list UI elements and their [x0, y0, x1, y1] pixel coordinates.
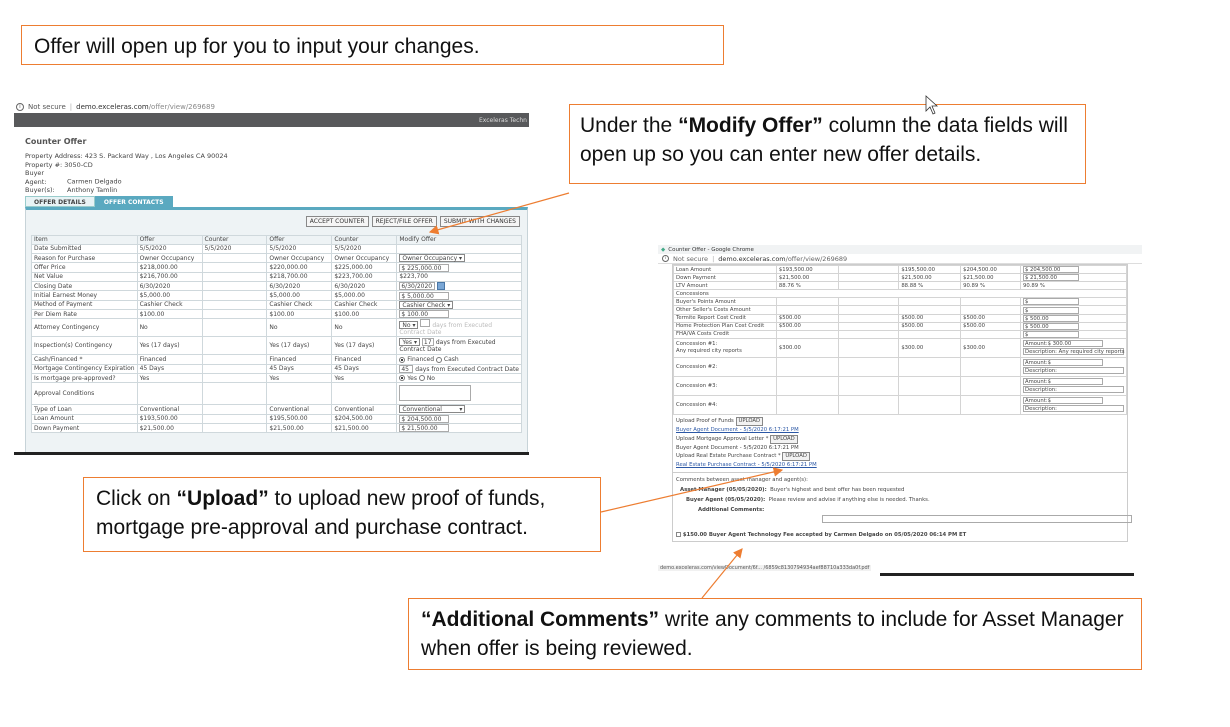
cell: Financed — [137, 355, 202, 364]
cell: Conventional — [332, 405, 397, 414]
cell: Loan Amount — [674, 266, 777, 274]
cell: 45 Days — [332, 364, 397, 373]
tab-offer-details[interactable]: OFFER DETAILS — [25, 196, 95, 207]
chevron-down-icon: ▾ — [447, 301, 451, 309]
cell: $21,500.00 — [961, 274, 1021, 282]
cell: $500.00 — [899, 314, 961, 322]
cash-label: Cash — [443, 356, 459, 364]
cell: Home Protection Plan Cost Credit — [674, 322, 777, 330]
col-item: Item — [32, 235, 138, 244]
callout-comments-bold: “Additional Comments” — [421, 608, 660, 631]
inspection-days-input[interactable]: 17 — [422, 338, 434, 346]
loan-amount-input[interactable]: $ 204,500.00 — [1023, 266, 1079, 273]
chevron-down-icon: ▾ — [412, 322, 416, 330]
url-host: demo.exceleras.com — [76, 102, 149, 111]
cell: 6/30/2020 — [332, 281, 397, 291]
loan-amount-input[interactable]: $ 204,500.00 — [399, 415, 449, 423]
home-protection-input[interactable]: $ 500.00 — [1023, 323, 1079, 330]
per-diem-input[interactable]: $ 100.00 — [399, 310, 449, 318]
cell: Per Diem Rate — [32, 310, 138, 319]
seller-costs-input[interactable]: $ — [1023, 307, 1079, 314]
fha-va-input[interactable]: $ — [1023, 331, 1079, 338]
url-path: /offer/view/269689 — [785, 254, 848, 263]
cell: Cashier Check — [137, 300, 202, 309]
attorney-select-value: No — [402, 322, 411, 330]
cell: Financed — [267, 355, 332, 364]
cell: 6/30/2020 — [137, 281, 202, 291]
cell: No — [137, 319, 202, 337]
cell: Net Value — [32, 272, 138, 281]
asset-manager-text: Buyer's highest and best offer has been requested — [770, 487, 905, 494]
status-bar-url: demo.exceleras.com/viewDocument/6f... /6859c8130794934aef88710a333da0f.pdf — [660, 565, 870, 571]
buyers-label: Buyer(s): — [25, 186, 55, 194]
header-brand: Exceleras Techn — [478, 116, 527, 124]
cell: Concessions — [674, 290, 1127, 298]
buyers-value: Anthony Tamlin — [67, 186, 118, 194]
concession-4-amount-input[interactable]: Amount:$ — [1023, 397, 1103, 404]
arrow-to-additional-comments — [702, 549, 742, 598]
col-counter: Counter — [202, 235, 267, 244]
callout-comments-post: write any comments to include for Asset Manager when offer is being reviewed. — [421, 608, 1124, 661]
mortgage-document-text: Buyer Agent Document - 5/5/2020 6:17:21 PM — [676, 444, 799, 451]
cell: Yes — [332, 373, 397, 382]
cell: $500.00 — [776, 314, 838, 322]
cell: $21,500.00 — [137, 423, 202, 432]
cell: $21,500.00 — [776, 274, 838, 282]
cell: 6/30/2020 — [267, 281, 332, 291]
cell: Offer Price — [32, 263, 138, 272]
cell: Method of Payment — [32, 300, 138, 309]
mortgage-hint: days from Executed Contract Date — [415, 365, 519, 373]
cell: 5/5/2020 — [137, 244, 202, 253]
upload-proof-label: Upload Proof of Funds — [676, 417, 734, 424]
cell: 5/5/2020 — [332, 244, 397, 253]
loan-type-value: Conventional — [402, 406, 442, 414]
cell: Yes — [137, 373, 202, 382]
concession-3-amount-input[interactable]: Amount:$ — [1023, 378, 1103, 385]
cell: $300.00 — [899, 338, 961, 357]
concession-2-label: Concession #2: — [674, 357, 777, 376]
no-label: No — [426, 374, 435, 382]
closing-date-input[interactable]: 6/30/2020 — [399, 282, 435, 290]
reason-select-value: Owner Occupancy — [402, 255, 458, 263]
down-payment-input[interactable]: $ 21,500.00 — [399, 424, 449, 432]
col-modify-offer: Modify Offer — [397, 235, 522, 244]
cell: No — [332, 319, 397, 337]
cell: $500.00 — [961, 322, 1021, 330]
cell: 45 Days — [137, 364, 202, 373]
cell: 45 Days — [267, 364, 332, 373]
concession-4-description-input[interactable]: Description: — [1023, 405, 1124, 412]
cell: $21,500.00 — [899, 274, 961, 282]
termite-credit-input[interactable]: $ 500.00 — [1023, 315, 1079, 322]
concession-1-sub: Any required city reports — [676, 347, 742, 354]
attorney-hint: days from Executed Contract Date — [399, 322, 493, 337]
cell: $220,000.00 — [267, 263, 332, 272]
arrow-to-modify-offer — [430, 193, 569, 232]
chrome-icon: ◆ — [661, 246, 666, 253]
col-counter-2: Counter — [332, 235, 397, 244]
url-host: demo.exceleras.com — [718, 254, 786, 263]
cell: $218,700.00 — [267, 272, 332, 281]
cell: Initial Earnest Money — [32, 291, 138, 300]
cell: $500.00 — [899, 322, 961, 330]
callout-modify-pre: Under the — [580, 114, 679, 137]
down-payment-input[interactable]: $ 21,500.00 — [1023, 274, 1079, 281]
chevron-down-icon: ▾ — [459, 255, 463, 263]
cell: $216,700.00 — [137, 272, 202, 281]
cell: $195,500.00 — [899, 266, 961, 274]
cell: $204,500.00 — [961, 266, 1021, 274]
inspection-select-value: Yes — [402, 339, 413, 347]
cell: $300.00 — [961, 338, 1021, 357]
cell: Termite Report Cost Credit — [674, 314, 777, 322]
cell: Cashier Check — [267, 300, 332, 309]
property-address: Property Address: 423 S. Packard Way , Los Angeles CA 90024 — [25, 152, 228, 160]
cell: Down Payment — [32, 423, 138, 432]
upload-proof-button[interactable]: UPLOAD — [736, 417, 764, 426]
cell: Date Submitted — [32, 244, 138, 253]
cell: $500.00 — [961, 314, 1021, 322]
callout-upload-bold: “Upload” — [176, 487, 269, 510]
callout-offer-opens-text: Offer will open up for you to input your changes. — [34, 35, 480, 58]
mouse-cursor-icon — [926, 96, 937, 114]
cell: $204,500.00 — [332, 414, 397, 423]
cell: Conventional — [267, 405, 332, 414]
cell: Approval Conditions — [32, 383, 138, 405]
cell: $100.00 — [332, 310, 397, 319]
technology-fee-text: $150.00 Buyer Agent Technology Fee accepted by Carmen Delgado on 05/05/2020 06:14 PM ET — [682, 531, 967, 538]
cell: $195,500.00 — [267, 414, 332, 423]
reject-file-offer-button[interactable]: REJECT/FILE OFFER — [372, 216, 437, 227]
cell: Reason for Purchase — [32, 254, 138, 263]
cell: $5,000.00 — [267, 291, 332, 300]
cell: Cashier Check — [332, 300, 397, 309]
chevron-down-icon: ▾ — [413, 339, 417, 347]
cell: $223,700.00 — [332, 272, 397, 281]
col-offer-2: Offer — [267, 235, 332, 244]
cell: LTV Amount — [674, 282, 777, 290]
net-value-cell: $223,700 — [397, 272, 522, 281]
upload-contract-button[interactable]: UPLOAD — [782, 452, 810, 461]
additional-comments-label: Additional Comments: — [698, 506, 765, 513]
url-path: /offer/view/269689 — [148, 102, 215, 111]
concession-2-amount-input[interactable]: Amount:$ — [1023, 359, 1103, 366]
comments-heading: Comments between asset manager and agent(s): — [676, 477, 808, 484]
cell: Owner Occupancy — [332, 254, 397, 263]
cell: 88.88 % — [899, 282, 961, 290]
col-offer: Offer — [137, 235, 202, 244]
callout-modify-bold: “Modify Offer” — [678, 114, 823, 137]
info-icon[interactable]: i — [662, 255, 669, 262]
cell: 5/5/2020 — [267, 244, 332, 253]
cell: $21,500.00 — [267, 423, 332, 432]
cell: $193,500.00 — [776, 266, 838, 274]
cell: Yes (17 days) — [137, 337, 202, 355]
cell: Mortgage Contingency Expiration — [32, 364, 138, 373]
callout-upload-pre: Click on — [96, 487, 177, 510]
cell: Buyer's Points Amount — [674, 298, 777, 306]
cell: Loan Amount — [32, 414, 138, 423]
cell: $193,500.00 — [137, 414, 202, 423]
cell: FHA/VA Costs Credit — [674, 330, 777, 338]
buyers-points-input[interactable]: $ — [1023, 298, 1079, 305]
cell: $5,000.00 — [332, 291, 397, 300]
cell: Financed — [332, 355, 397, 364]
cell: Owner Occupancy — [267, 254, 332, 263]
cell: 90.89 % — [1021, 282, 1127, 290]
cell: $500.00 — [776, 322, 838, 330]
not-secure-label: Not secure — [28, 102, 66, 111]
concession-3-description-input[interactable]: Description: — [1023, 386, 1124, 393]
financed-label: Financed — [407, 356, 435, 364]
cell: Type of Loan — [32, 405, 138, 414]
contract-document-link[interactable]: Real Estate Purchase Contract - 5/5/2020 6:17:21 PM — [676, 462, 817, 469]
offer-price-input[interactable]: $ 225,000.00 — [399, 264, 449, 272]
concession-4-label: Concession #4: — [674, 395, 777, 414]
cell: Cash/Financed * — [32, 355, 138, 364]
cell: $100.00 — [137, 310, 202, 319]
concession-1-amount-input[interactable]: Amount:$ 300.00 — [1023, 340, 1103, 347]
info-icon[interactable]: i — [16, 103, 24, 111]
cell: 88.76 % — [776, 282, 838, 290]
address-bar[interactable]: i Not secure | demo.exceleras.com /offer/view/269689 — [658, 254, 1142, 264]
cell: $21,500.00 — [332, 423, 397, 432]
buyer-agent-value: Carmen Delgado — [67, 177, 122, 186]
concession-1-label: Concession #1: — [676, 341, 718, 348]
cell: Owner Occupancy — [137, 254, 202, 263]
concession-2-description-input[interactable]: Description: — [1023, 367, 1124, 374]
property-number: Property #: 3050-CD — [25, 160, 93, 169]
cell: Attorney Contingency — [32, 319, 138, 337]
cell: Yes (17 days) — [332, 337, 397, 355]
chevron-down-icon: ▾ — [459, 406, 463, 414]
cell: Closing Date — [32, 281, 138, 291]
asset-manager-label: Asset Manager (05/05/2020): — [680, 487, 767, 494]
cell: 5/5/2020 — [202, 244, 267, 253]
upload-mortgage-label: Upload Mortgage Approval Letter * — [676, 435, 769, 442]
callout-upload-post: to upload new proof of funds, mortgage pre-approval and purchase contract. — [96, 487, 546, 540]
cell: 90.89 % — [961, 282, 1021, 290]
inspection-hint: days from Executed Contract Date — [399, 339, 496, 354]
upload-mortgage-button[interactable]: UPLOAD — [770, 435, 798, 444]
cell: $300.00 — [776, 338, 838, 357]
address-bar[interactable]: i Not secure | demo.exceleras.com /offer/view/269689 — [14, 100, 529, 113]
window-title: Counter Offer - Google Chrome — [668, 246, 754, 253]
proof-document-link[interactable]: Buyer Agent Document - 5/5/2020 6:17:21 PM — [676, 426, 799, 433]
cell: $100.00 — [267, 310, 332, 319]
cell: Down Payment — [674, 274, 777, 282]
buyer-agent-text: Please review and advise if anything else is needed. Thanks. — [768, 496, 930, 503]
tab-offer-contacts[interactable]: OFFER CONTACTS — [95, 196, 173, 207]
cell: Inspection(s) Contingency — [32, 337, 138, 355]
cell: $218,000.00 — [137, 263, 202, 272]
cell: No — [267, 319, 332, 337]
yes-label: Yes — [407, 374, 417, 382]
submit-with-changes-button[interactable]: SUBMIT WITH CHANGES — [440, 216, 520, 227]
page-title: Counter Offer — [25, 137, 87, 146]
cell: Yes (17 days) — [267, 337, 332, 355]
cell: $225,000.00 — [332, 263, 397, 272]
cell: Yes — [267, 373, 332, 382]
accept-counter-button[interactable]: ACCEPT COUNTER — [306, 216, 369, 227]
not-secure-label: Not secure — [673, 254, 709, 263]
cell: Other Seller's Costs Amount — [674, 306, 777, 314]
arrow-to-upload — [601, 470, 782, 512]
buyer-agent-label: Buyer Agent (05/05/2020): — [686, 496, 766, 503]
cell: Conventional — [137, 405, 202, 414]
upload-contract-label: Upload Real Estate Purchase Contract * — [676, 453, 781, 460]
concession-3-label: Concession #3: — [674, 376, 777, 395]
method-select-value: Cashier Check — [402, 301, 446, 309]
cell: Is mortgage pre-approved? — [32, 373, 138, 382]
cell: $5,000.00 — [137, 291, 202, 300]
earnest-money-input[interactable]: $ 5,000.00 — [399, 292, 449, 300]
buyer-agent-label: Buyer Agent: — [25, 169, 47, 186]
callout-modify-post: column the data fields will open up so you can enter new offer details. — [580, 114, 1068, 167]
concession-1-description-input[interactable]: Description: Any required city reports — [1025, 348, 1125, 355]
mortgage-days-input[interactable]: 45 — [399, 365, 413, 373]
